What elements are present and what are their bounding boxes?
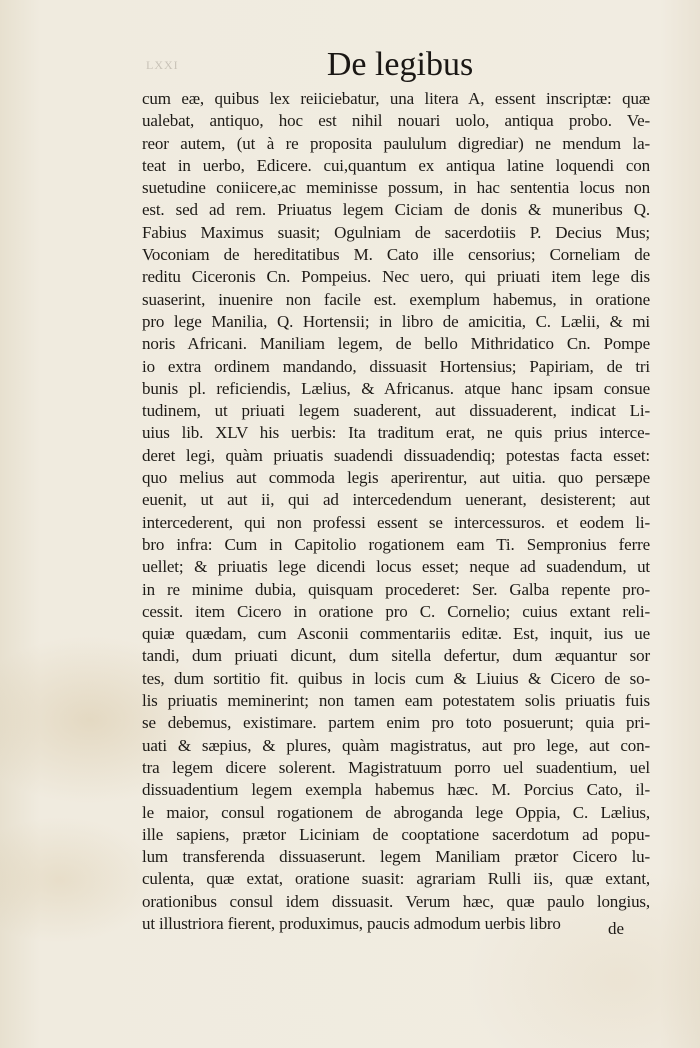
text-line: tandi, dum priuati dicunt, dum sitella defertur, dum æquantur sor [142, 646, 650, 666]
text-line: le maior, consul rogationem de abroganda lege Oppia, C. Lælius, [142, 802, 650, 822]
text-line: io extra ordinem mandando, dissuasit Hortensius; Papiriam, de tri [142, 356, 650, 376]
text-line: reor autem, (ut à re proposita paululum digrediar) ne mendum la- [142, 133, 650, 153]
text-line: lis priuatis meminerint; non tamen eam potestatem solis priuatis fuis [142, 691, 650, 711]
text-line: suetudine coniicere,ac meminisse possum, in hac sententia locus non [142, 178, 650, 198]
text-line: uellet; & priuatis lege dicendi locus esset; neque ad suadendum, ut [142, 557, 650, 577]
text-line: noris Africani. Maniliam legem, de bello Mithridatico Cn. Pompe [142, 334, 650, 354]
text-line: orationibus consul idem dissuasit. Verum hæc, quæ paulo longius, [142, 891, 650, 911]
text-line: dissuadentium legem exempla habemus hæc. M. Porcius Cato, il- [142, 780, 650, 800]
text-line: ualebat, antiquo, hoc est nihil nouari uolo, antiqua probo. Ve- [142, 111, 650, 131]
running-head: De legibus [326, 46, 474, 83]
text-line: ut illustriora fierent, produximus, paucis admodum uerbis libro [142, 913, 561, 933]
text-line: pro lege Manilia, Q. Hortensii; in libro de amicitia, C. Lælii, & mi [142, 311, 650, 331]
text-line: bro infra: Cum in Capitolio rogationem eam Ti. Sempronius ferre [142, 534, 650, 554]
text-line: Fabius Maximus suasit; Ogulniam de sacerdotiis P. Decius Mus; [142, 222, 650, 242]
text-line: quiæ quædam, cum Asconii commentariis editæ. Est, inquit, ius ue [142, 624, 650, 644]
text-line: lum transferenda dissuaserunt. legem Maniliam prætor Cicero lu- [142, 847, 650, 867]
ghost-page-number: LXXI [146, 58, 179, 72]
text-line: intercederent, qui non professi essent se intercessuros. et eodem li- [142, 512, 650, 532]
text-line: quo melius aut commoda legis aperirentur, aut uitia. quo persæpe [142, 468, 650, 488]
text-line: uati & sæpius, & plures, quàm magistratus, aut pro lege, aut con- [142, 735, 650, 755]
text-line: culenta, quæ extat, oratione suasit: agrariam Rulli iis, quæ extant, [142, 869, 650, 889]
text-line: teat in uerbo, Edicere. cui,quantum ex antiqua latine loquendi con [142, 155, 650, 175]
text-line: suaserint, inuenire non facile est. exemplum habemus, in oratione [142, 289, 650, 309]
text-line: est. sed ad rem. Priuatus legem Ciciam de donis & muneribus Q. [142, 200, 650, 220]
catchword: de [607, 919, 624, 938]
text-line: euenit, ut aut ii, qui ad intercedendum uenerant, desisterent; aut [142, 490, 650, 510]
text-line: reditu Ciceronis Cn. Pompeius. Nec uero, qui priuati item lege dis [142, 267, 650, 287]
text-line: Voconiam de hereditatibus M. Cato ille censorius; Corneliam de [142, 245, 650, 265]
text-line: cessit. item Cicero in oratione pro C. Cornelio; cuius extant reli- [142, 601, 650, 621]
text-line: cum eæ, quibus lex reiiciebatur, una litera A, essent inscriptæ: quæ [142, 89, 650, 108]
text-line: in re minime dubia, quisquam procederet: Ser. Galba repente pro- [142, 579, 650, 599]
text-line: tudinem, ut priuati legem suaderent, aut dissuaderent, indicat Li- [142, 401, 650, 421]
text-line: ille sapiens, prætor Liciniam de cooptatione sacerdotum ad popu- [142, 824, 650, 844]
text-line: tes, dum sortitio fit. quibus in locis cum & Liuius & Cicero de so- [142, 668, 650, 688]
text-line: bunis pl. reficiendis, Lælius, & Africanus. atque hanc ipsam consue [142, 378, 650, 398]
text-line: se debemus, existimare. partem enim pro toto posuerunt; quia pri- [142, 713, 650, 733]
body-text [142, 88, 650, 935]
text-line: deret legi, quàm priuatis suadendi dissuadendiq; potestas facta esset: [142, 445, 650, 465]
text-line: tra legem dicere solerent. Magistratuum porro uel suadentium, uel [142, 757, 650, 777]
text-line: uius lib. XLV his uerbis: Ita traditum erat, ne quis prius interce- [142, 423, 650, 443]
